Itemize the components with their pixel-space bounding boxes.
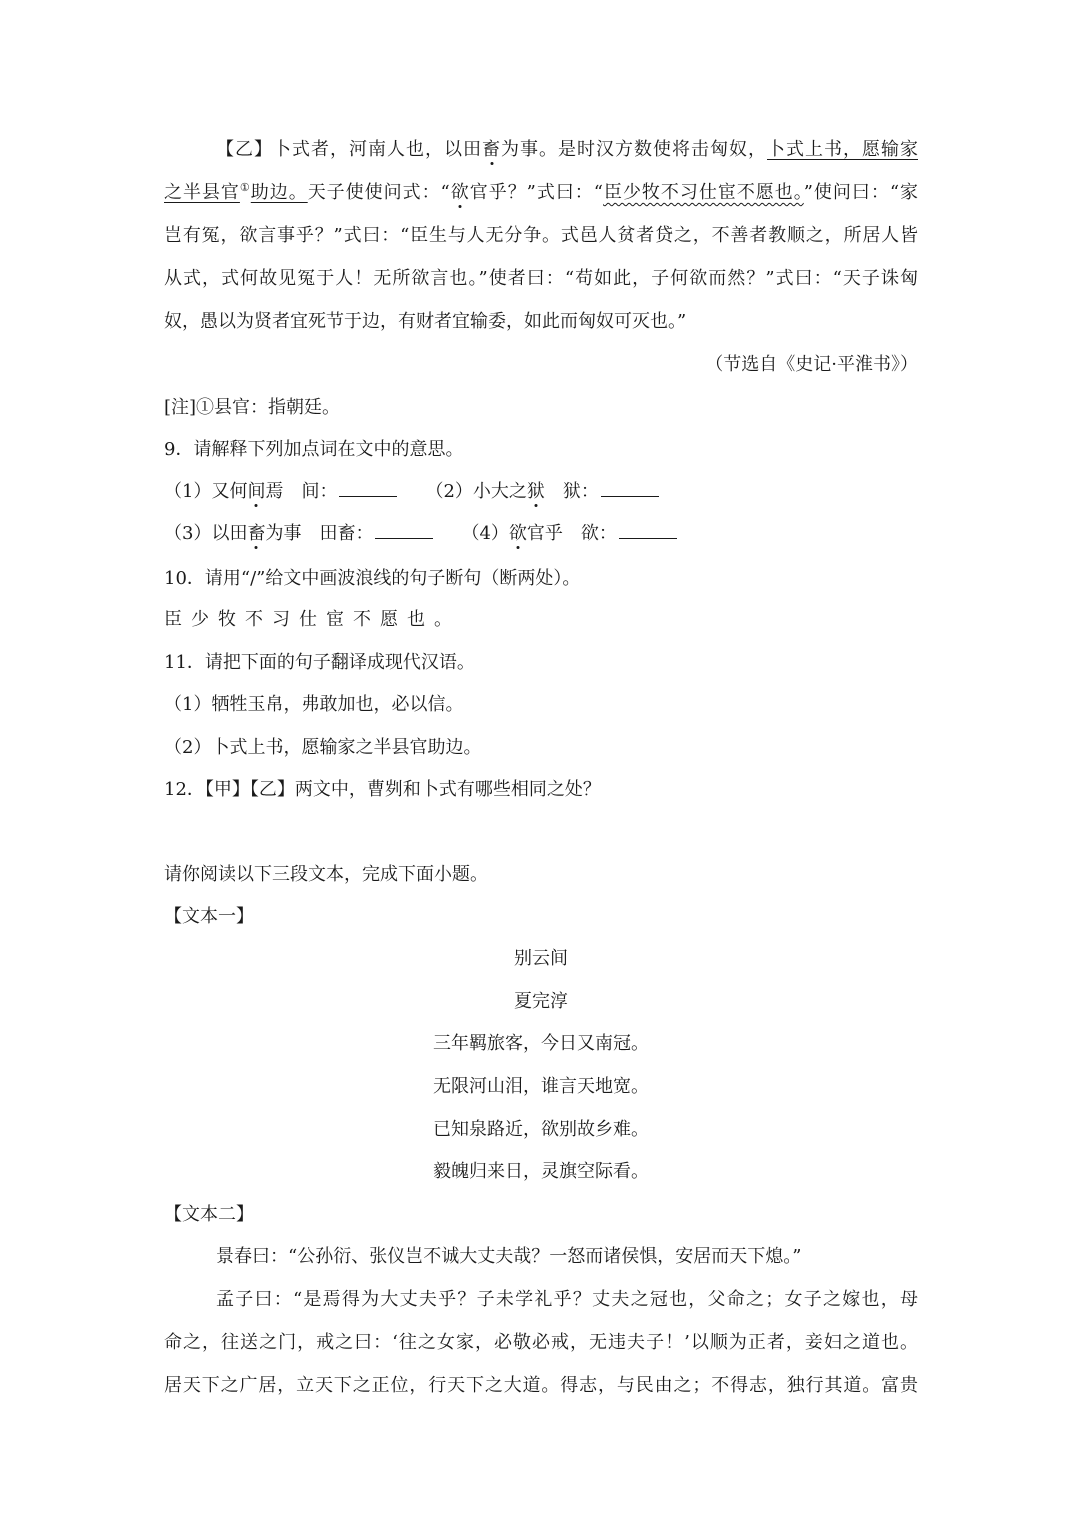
text-2-line-3: 命之，往送之门，戒之曰：‘往之女家，必敬必戒，无违夫子！’以顺为正者，妾妇之道也。	[164, 1332, 918, 1353]
poem-author: 夏完淳	[514, 991, 568, 1012]
question-10-sentence: 臣少牧不习仕宦不愿也。	[164, 609, 461, 630]
question-11-sentence-2: （2）卜式上书，愿输家之半县官助边。	[164, 737, 482, 758]
poem-line-2: 无限河山泪，谁言天地宽。	[433, 1076, 649, 1097]
dotted-word: 欲	[508, 523, 527, 544]
passage-yi-line-3: 岂有冤，欲言事乎？”式曰：“臣生与人无分争。式邑人贫者贷之，不善者教顺之，所居人皆	[164, 225, 918, 246]
text-2-line-1: 景春曰：“公孙衍、张仪岂不诚大丈夫哉？一怒而诸侯惧，安居而天下熄。”	[216, 1246, 802, 1267]
question-9-row-1: （1）又何间焉 间： （2）小大之狱 狱：	[164, 478, 918, 505]
section-intro: 请你阅读以下三段文本，完成下面小题。	[164, 864, 488, 885]
question-11-sentence-1: （1）牺牲玉帛，弗敢加也，必以信。	[164, 694, 464, 715]
text-1-label: 【文本一】	[164, 906, 254, 927]
poem-line-1: 三年羁旅客，今日又南冠。	[433, 1033, 649, 1054]
wavy-underlined-sentence: 臣少牧不习仕宦不愿也。	[603, 182, 804, 203]
dotted-word: 狱	[526, 481, 545, 502]
passage-yi-line-5: 奴，愚以为贤者宜死节于边，有财者宜输委，如此而匈奴可灭也。”	[164, 311, 687, 332]
footnote-marker: ①	[239, 181, 251, 194]
passage-yi-line-1: 【乙】卜式者，河南人也，以田畜为事。是时汉方数使将击匈奴，卜式上书，愿输家	[216, 139, 918, 160]
answer-blank[interactable]	[619, 520, 677, 539]
underlined-sentence: 卜式上书，愿输家	[767, 139, 918, 160]
question-10-stem: 10．请用“/”给文中画波浪线的句子断句（断两处）。	[164, 568, 581, 589]
dotted-word: 间	[247, 481, 266, 502]
question-11-stem: 11．请把下面的句子翻译成现代汉语。	[164, 652, 475, 673]
answer-blank[interactable]	[601, 478, 659, 497]
passage-source: （节选自《史记·平淮书》）	[705, 354, 918, 375]
answer-blank[interactable]	[375, 520, 433, 539]
text-2-line-2: 孟子曰：“是焉得为大丈夫乎？子未学礼乎？丈夫之冠也，父命之；女子之嫁也，母	[216, 1289, 918, 1310]
text-2-line-4: 居天下之广居，立天下之正位，行天下之大道。得志，与民由之；不得志，独行其道。富贵	[164, 1375, 918, 1396]
question-12-stem: 12．【甲】【乙】两文中，曹刿和卜式有哪些相同之处？	[164, 779, 601, 800]
answer-blank[interactable]	[339, 478, 397, 497]
poem-line-3: 已知泉路近，欲别故乡难。	[433, 1119, 649, 1140]
footnote: [注]①县官：指朝廷。	[164, 397, 341, 418]
dotted-word: 畜	[247, 523, 266, 544]
passage-yi-line-4: 从式，式何故见冤于人！无所欲言也。”使者曰：“苟如此，子何欲而然？”式曰：“天子诛匈	[164, 268, 918, 289]
dotted-word: 欲	[449, 182, 470, 203]
text-2-label: 【文本二】	[164, 1204, 254, 1225]
poem-line-4: 毅魄归来日，灵旗空际看。	[433, 1161, 649, 1182]
question-9-stem: 9．请解释下列加点词在文中的意思。	[164, 439, 464, 460]
poem-title: 别云间	[514, 948, 568, 969]
dotted-word: 畜	[482, 139, 501, 160]
passage-yi-line-2: 之半县官①助边。天子使使问式：“欲官乎？”式曰：“臣少牧不习仕宦不愿也。”使问曰：“家	[164, 181, 919, 203]
question-9-row-2: （3）以田畜为事 田畜： （4）欲官乎 欲：	[164, 520, 918, 547]
